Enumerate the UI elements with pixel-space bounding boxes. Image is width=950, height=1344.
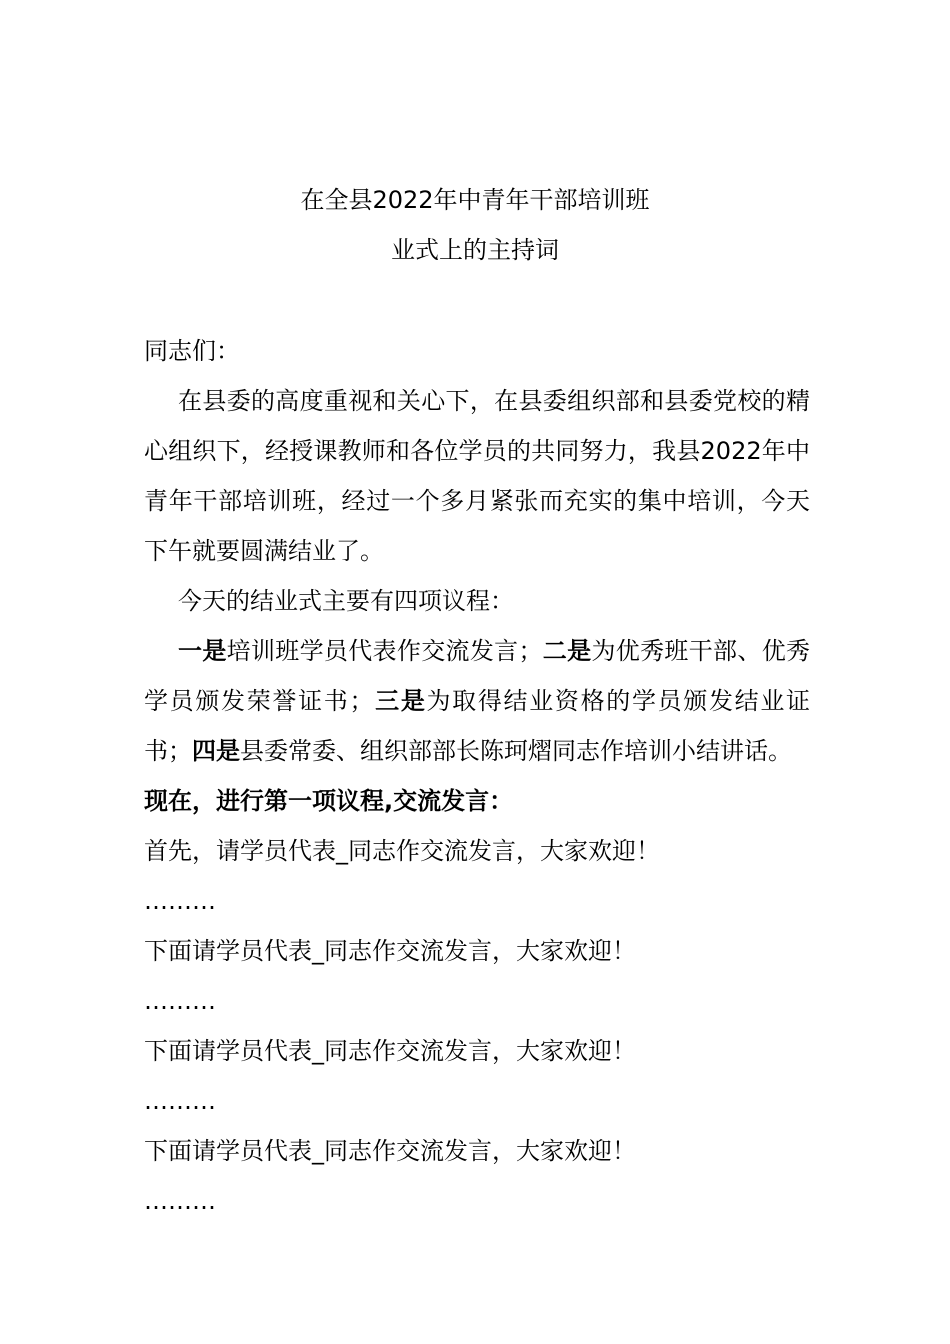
ellipsis-2: ………: [144, 987, 216, 1015]
agenda-item-2-label: 二是: [542, 637, 592, 665]
agenda-item-4-label: 四是: [192, 737, 240, 765]
document-title-line-1: 在全县2022年中青年干部培训班: [300, 186, 650, 214]
speaker-intro-3: 下面请学员代表_同志作交流发言，大家欢迎！: [144, 1037, 636, 1065]
document-title-line-2: 业式上的主持词: [391, 236, 559, 264]
section-heading-text: 现在，进行第一项议程,交流发言：: [144, 787, 514, 815]
section-heading: [144, 776, 810, 826]
document-body: [144, 326, 810, 1226]
agenda-intro: 今天的结业式主要有四项议程：: [178, 587, 514, 615]
agenda-item-1-label: 一是: [178, 637, 227, 665]
agenda-item-2-text: 为优秀班干部、优秀学员颁发荣誉证书；: [144, 637, 811, 715]
opening-paragraph: 在县委的高度重视和关心下，在县委组织部和县委党校的精心组织下，经授课教师和各位学员的共同努力，我县2022年中青年干部培训班，经过一个多月紧张而充实的集中培训，今天下午就要圆满结业了。: [144, 387, 810, 565]
ellipsis-3: ………: [144, 1087, 216, 1115]
speaker-intro-2: 下面请学员代表_同志作交流发言，大家欢迎！: [144, 937, 636, 965]
salutation: 同志们：: [144, 337, 240, 365]
agenda-item-3-label: 三是: [373, 687, 427, 715]
agenda-item-3-text: 为取得结业资格的学员颁发结业证书；: [144, 687, 811, 765]
ellipsis-1: ………: [144, 887, 216, 915]
agenda-item-4-text: 县委常委、组织部部长陈珂熠同志作培训小结讲话。: [240, 737, 792, 765]
agenda-item-1-text: 培训班学员代表作交流发言；: [226, 637, 543, 665]
agenda-paragraph: [144, 626, 810, 776]
speaker-intro-first: 首先，请学员代表_同志作交流发言，大家欢迎！: [144, 837, 660, 865]
ellipsis-4: ………: [144, 1187, 216, 1215]
speaker-intro-4: 下面请学员代表_同志作交流发言，大家欢迎！: [144, 1137, 636, 1165]
